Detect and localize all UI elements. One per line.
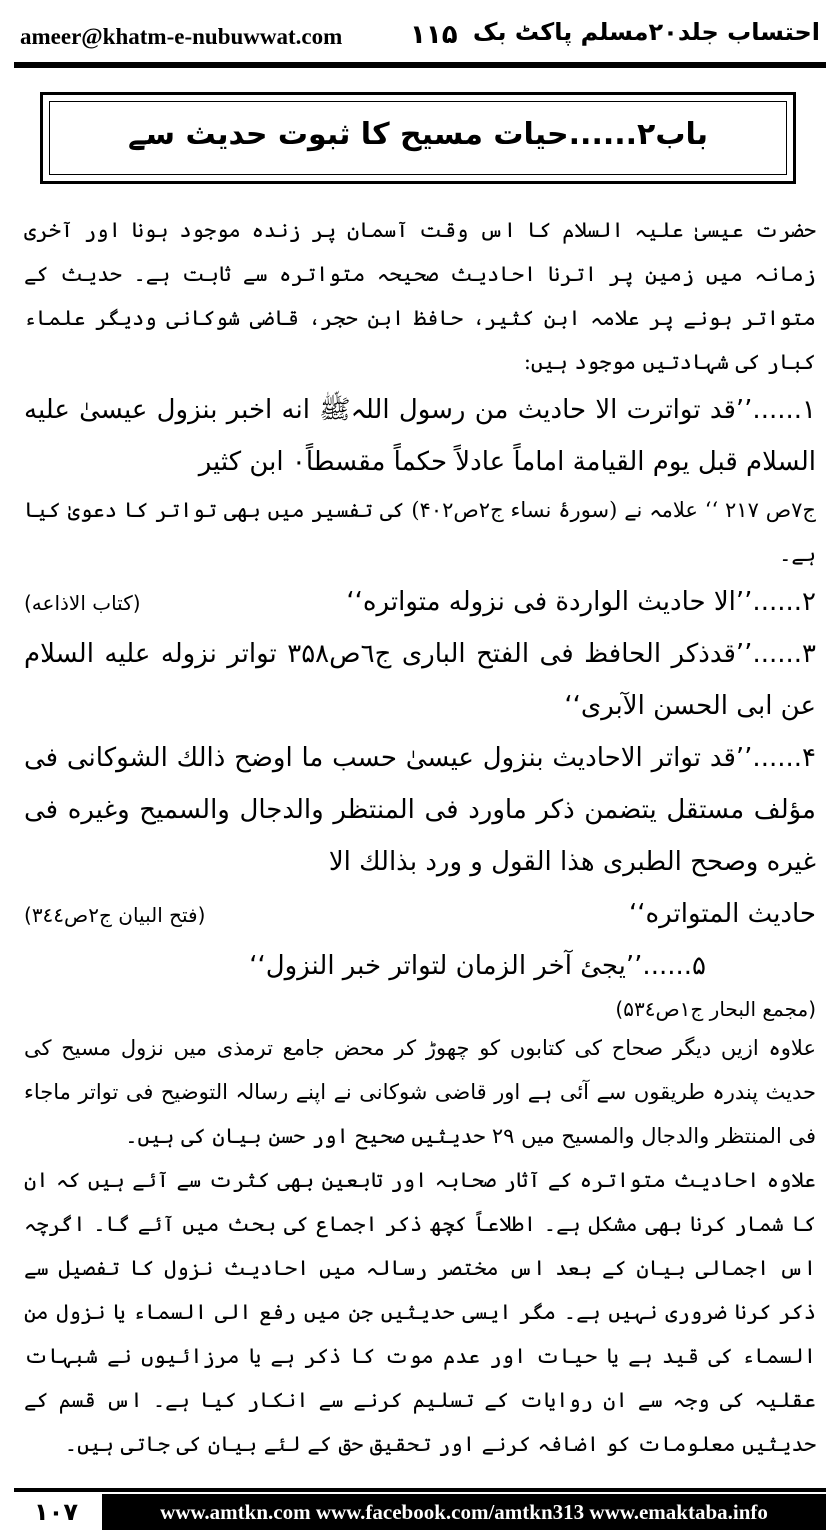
paragraph-3: علاوہ احادیث متواترہ کے آثار صحابہ اور تابعین بھی کثرت سے آئے ہیں کہ ان کا شمار کرنا بھی مشکل ہے۔ اطلاعاً کچھ ذکر اجماع کی بحث میں آئے گا۔ اگرچہ اس اجمالی بیان کے بعد اس مختصر رسالہ میں احادیث نزول کا تفصیل سے ذکر کرنا ضروری نہیں ہے۔ مگر ایسی حدیثیں جن میں رفع الی السماء یا نزول من السماء کی قید ہے یا حیات اور عدم موت کا ذکر ہے یا مرزائیوں نے شبہات عقلیہ کی وجہ سے ان روایات کے تسلیم کرنے سے انکار کیا ہے۔ اس قسم کے حدیثیں معلومات کو اضافہ کرنے اور تحقیق حق کے لئے بیان کی جاتی ہیں۔ bbox=[24, 1168, 816, 1456]
page-header bbox=[12, 14, 828, 54]
paragraph-2: علاوہ ازیں دیگر صحاح کی کتابوں کو چھوڑ کر محض جامع ترمذی میں نزول مسیح کی حدیث پندرہ طریقوں سے آئی ہے اور قاضی شوکانی نے اپنے رسالہ التوضیح فی تواتر ماجاء فی المنتظر والدجال والمسیح میں ۲۹ حدیثیں صحیح اور حسن بیان کی ہیں۔ bbox=[24, 1036, 816, 1148]
chapter-title: باب۲......حیات مسیح کا ثبوت حدیث سے bbox=[127, 117, 709, 152]
page-footer bbox=[14, 1488, 826, 1532]
quote-1-arabic: ۱......’’قد تواترت الا حادیث من رسول اللہﷺ انه اخبر بنزول عیسیٰ علیه السلام قبل یوم القیامة اماماً عادلاً حکماً مقسطاً۰ ابن کثیر bbox=[24, 395, 816, 477]
quote-5: ۵......’’یجئ آخر الزمان لتواتر خبر النزول‘‘ bbox=[249, 951, 706, 981]
quote-1-commentary: ج۷ص ۲۱۷ ‘‘ علامہ نے (سورۂ نساء ج۲ص۴۰۲) کی تفسیر میں بھی تواتر کا دعویٰ کیا ہے۔ bbox=[24, 498, 816, 566]
chapter-title-box bbox=[40, 92, 796, 184]
quote-3: ۳......’’قدذکر الحافظ فی الفتح الباری ج٦ص۳۵۸ تواتر نزوله علیه السلام عن ابی الحسن الآبری‘‘ bbox=[24, 639, 817, 721]
header-book-title: احتساب جلد۲۰مسلم پاکٹ بک bbox=[472, 18, 820, 46]
quote-2-citation: (کتاب الاذاعه) bbox=[24, 591, 141, 615]
header-rule bbox=[14, 62, 826, 68]
header-email[interactable]: ameer@khatm-e-nubuwwat.com bbox=[20, 24, 343, 49]
quote-4-citation: (فتح البیان ج۲ص۳٤٤) bbox=[24, 903, 206, 927]
quote-4-last-line: حادیث المتواتره‘‘ bbox=[628, 899, 816, 929]
intro-paragraph: حضرت عیسیٰ علیہ السلام کا اس وقت آسمان پر زندہ موجود ہونا اور آخری زمانہ میں زمین پر اترنا احادیث صحیحہ متواترہ سے ثابت ہے۔ حدیث کے متواتر ہونے پر علامہ ابن کثیر، حافظ ابن حجر، قاضی شوکانی ودیگر علماء کبار کی شہادتیں موجود ہیں: bbox=[24, 218, 816, 374]
page-body bbox=[24, 208, 816, 1466]
quote-4-end-row bbox=[24, 888, 816, 940]
quote-4: ۴......’’قد تواتر الاحادیث بنزول عیسیٰ حسب ما اوضح ذالك الشوکانی فی مؤلف مستقل یتضمن ذکر ماورد فی المنتظر والدجال والسمیح وغیره فی غیره وصحح الطبری هذا القول و ورد بذالك الا bbox=[24, 743, 816, 877]
footer-page-number: ۱۰۷ bbox=[34, 1498, 78, 1526]
quote-5-citation: (مجمع البحار ج۱ص۵۳٤) bbox=[615, 997, 816, 1021]
quote-2-row bbox=[24, 576, 816, 628]
footer-rule bbox=[14, 1488, 826, 1492]
header-page-number: ۱۱۵ bbox=[410, 20, 458, 50]
quote-2-text: ۲......’’الا حادیث الواردة فی نزوله متواتره‘‘ bbox=[346, 587, 816, 617]
footer-links[interactable]: www.amtkn.com www.facebook.com/amtkn313 www.emaktaba.info bbox=[102, 1494, 826, 1530]
